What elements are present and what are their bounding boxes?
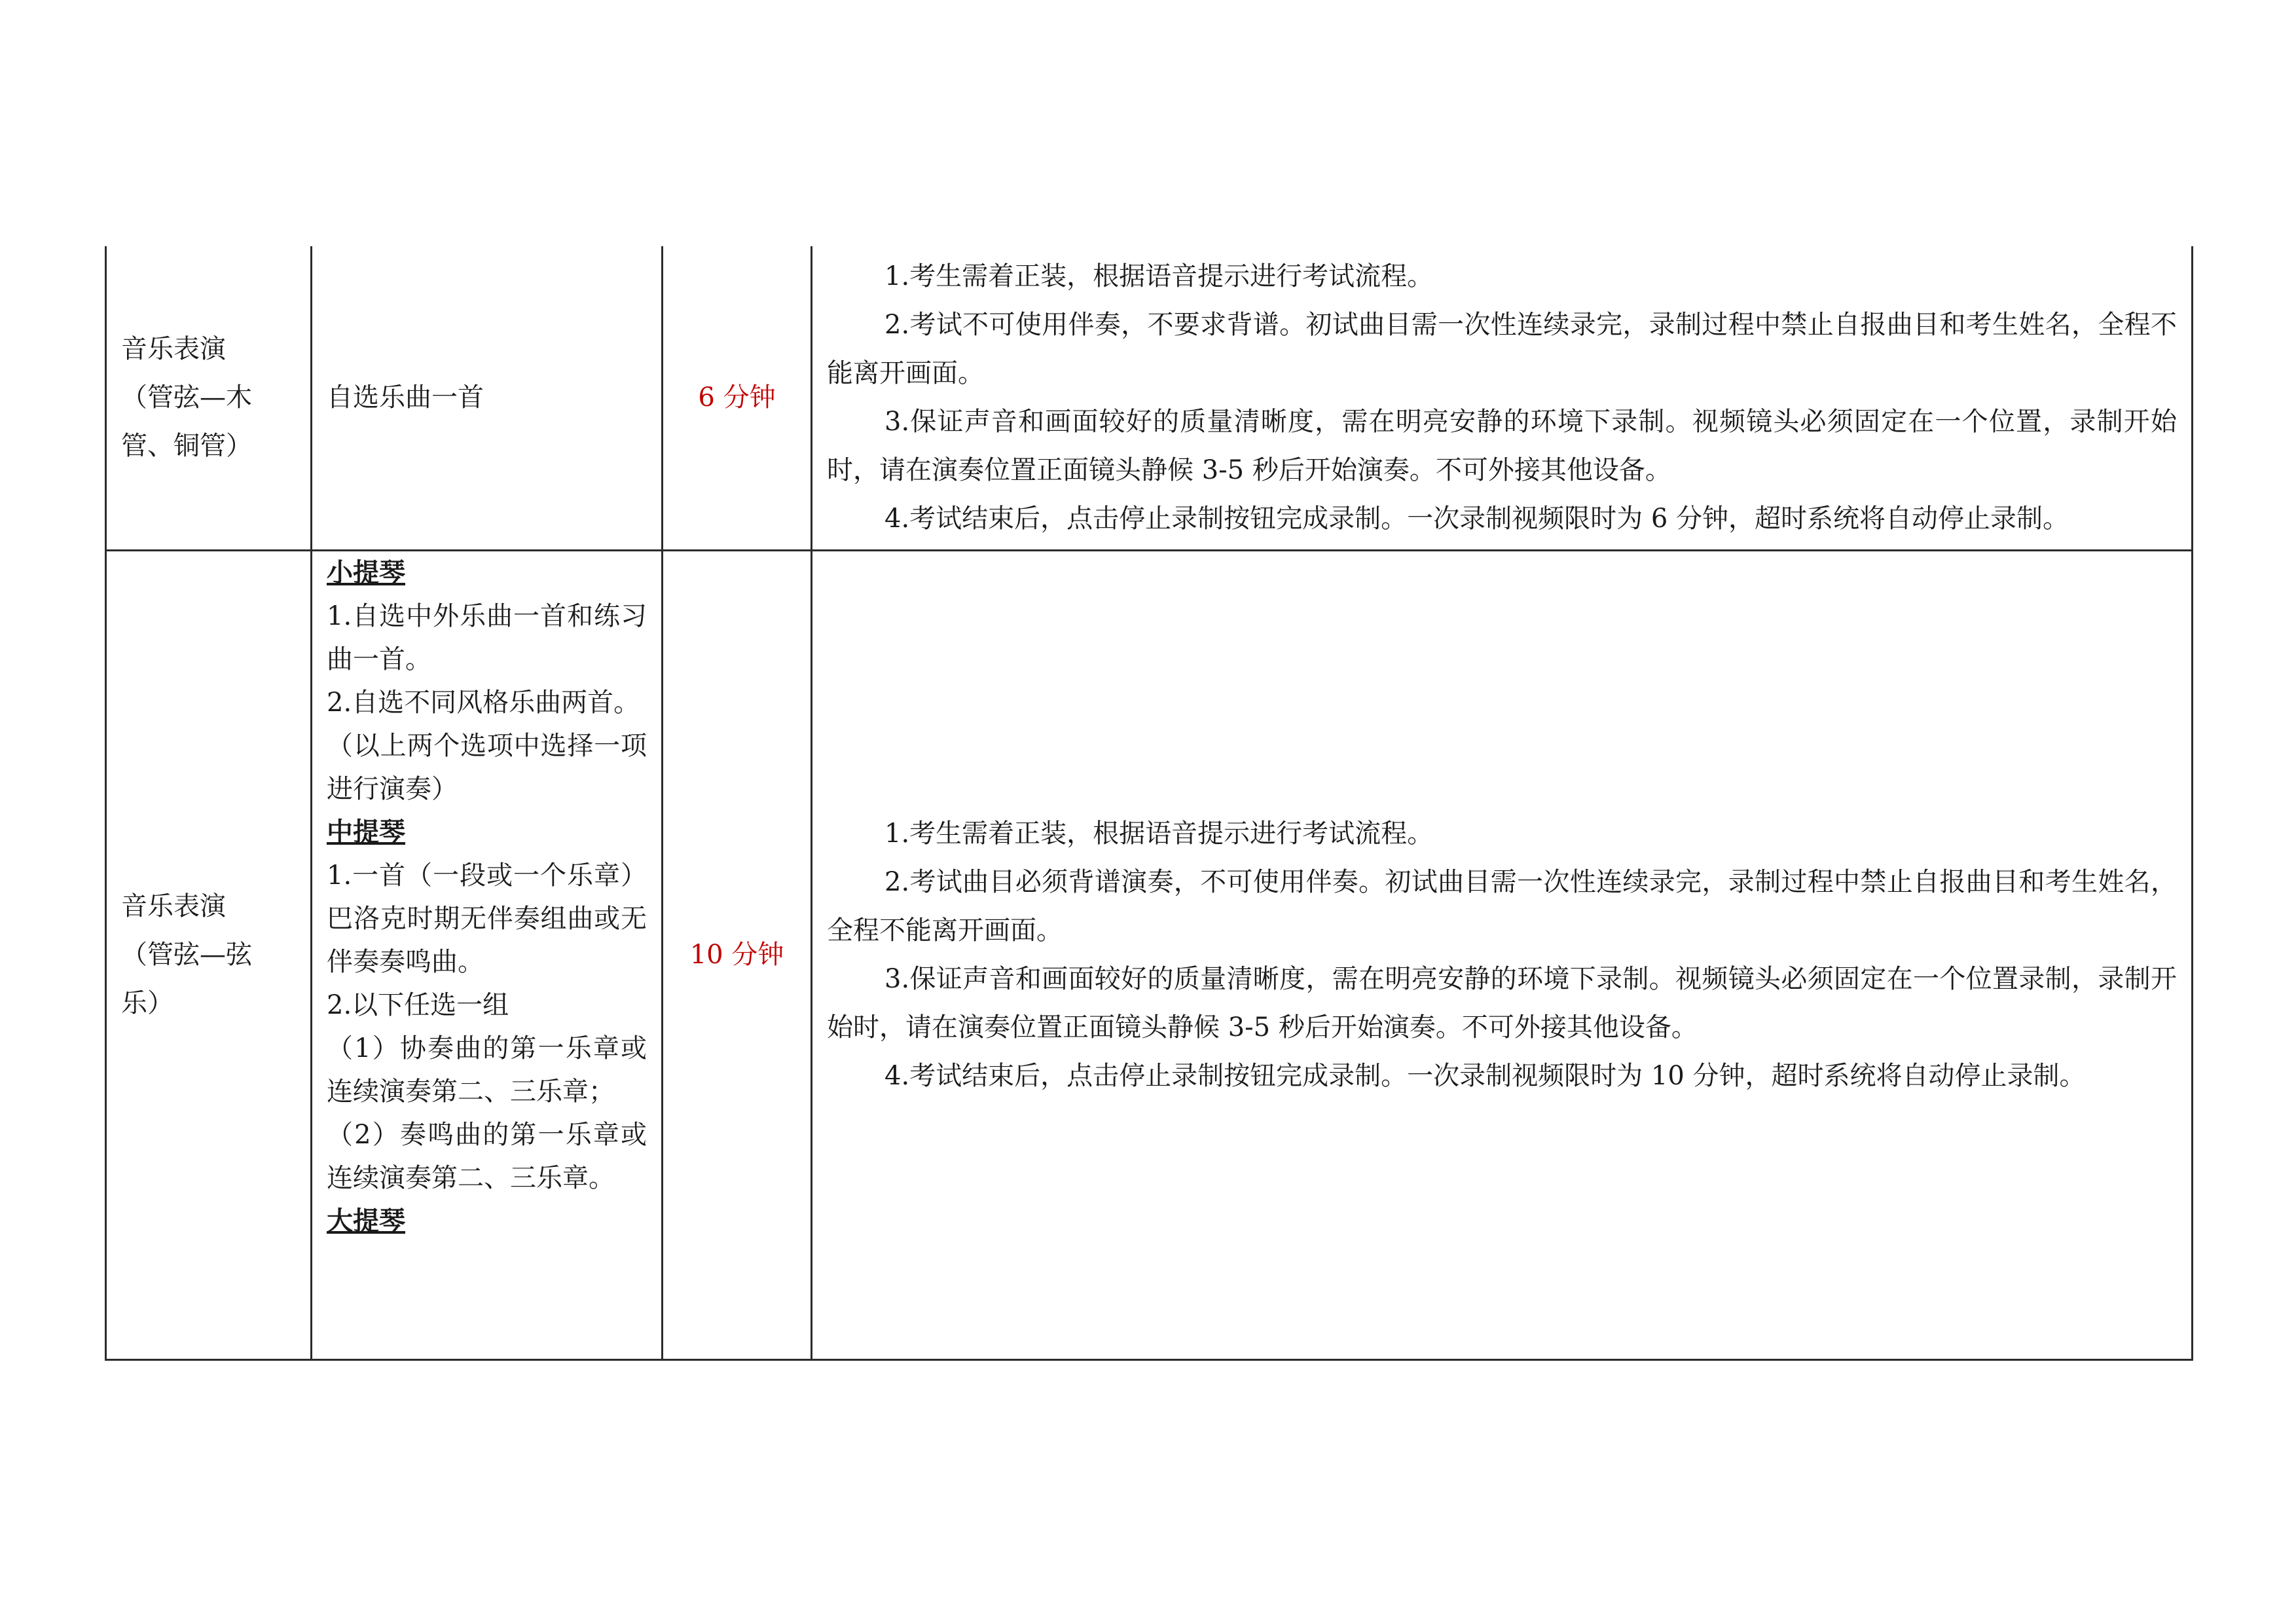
content-line: 自选乐曲一首 — [327, 382, 484, 413]
exam-requirements-table — [105, 246, 2193, 1361]
duration-value: 6 分钟 — [698, 382, 776, 413]
content-cell — [312, 246, 663, 550]
category-line: 音乐表演 — [121, 334, 226, 365]
note-paragraph: 4.考试结束后，点击停止录制按钮完成录制。一次录制视频限时为 10 分钟，超时系统将自动停止录制。 — [884, 1061, 2086, 1091]
note-paragraph: 1.考生需着正装，根据语音提示进行考试流程。 — [884, 819, 1434, 849]
category-line: （管弦—木 — [121, 382, 252, 413]
instrument-heading: 中提琴 — [327, 816, 405, 847]
category-line: 乐） — [121, 988, 173, 1018]
note-paragraph: 2.考试不可使用伴奏，不要求背谱。初试曲目需一次性连续录完，录制过程中禁止自报曲目和考生姓名，全程不能离开画面。 — [827, 310, 2177, 389]
content-line: （以上两个选项中选择一项进行演奏） — [327, 730, 647, 804]
note-paragraph: 1.考生需着正装，根据语音提示进行考试流程。 — [884, 261, 1434, 292]
category-cell — [106, 550, 312, 1359]
notes-cell — [812, 246, 2193, 550]
content-line: 2.以下任选一组 — [327, 989, 509, 1020]
category-cell — [106, 246, 312, 550]
table-row — [106, 550, 2193, 1359]
instrument-heading: 小提琴 — [327, 557, 405, 588]
content-line: 2.自选不同风格乐曲两首。 — [327, 687, 640, 718]
note-paragraph: 3.保证声音和画面较好的质量清晰度，需在明亮安静的环境下录制。视频镜头必须固定在一个位置，录制开始时，请在演奏位置正面镜头静候 3-5 秒后开始演奏。不可外接其他设备。 — [827, 407, 2177, 486]
content-cell — [312, 550, 663, 1359]
notes-cell — [812, 550, 2193, 1359]
note-paragraph: 4.考试结束后，点击停止录制按钮完成录制。一次录制视频限时为 6 分钟，超时系统将自动停止录制。 — [884, 504, 2069, 534]
instrument-heading: 大提琴 — [327, 1205, 405, 1236]
duration-cell — [663, 246, 812, 550]
category-line: （管弦—弦 — [121, 940, 252, 970]
duration-cell — [663, 550, 812, 1359]
duration-value: 10 分钟 — [689, 940, 784, 970]
content-line: 1.自选中外乐曲一首和练习曲一首。 — [327, 600, 647, 674]
category-line: 音乐表演 — [121, 891, 226, 921]
note-paragraph: 3.保证声音和画面较好的质量清晰度，需在明亮安静的环境下录制。视频镜头必须固定在一个位置录制，录制开始时，请在演奏位置正面镜头静候 3-5 秒后开始演奏。不可外接其他设备。 — [827, 964, 2177, 1043]
content-line: 1.一首（一段或一个乐章）巴洛克时期无伴奏组曲或无伴奏奏鸣曲。 — [327, 860, 647, 977]
category-line: 管、铜管） — [121, 431, 252, 462]
content-line: （1）协奏曲的第一乐章或连续演奏第二、三乐章； — [327, 1033, 647, 1107]
note-paragraph: 2.考试曲目必须背谱演奏，不可使用伴奏。初试曲目需一次性连续录完，录制过程中禁止自报曲目和考生姓名，全程不能离开画面。 — [827, 867, 2177, 946]
content-line: （2）奏鸣曲的第一乐章或连续演奏第二、三乐章。 — [327, 1119, 647, 1193]
table-row — [106, 246, 2193, 550]
